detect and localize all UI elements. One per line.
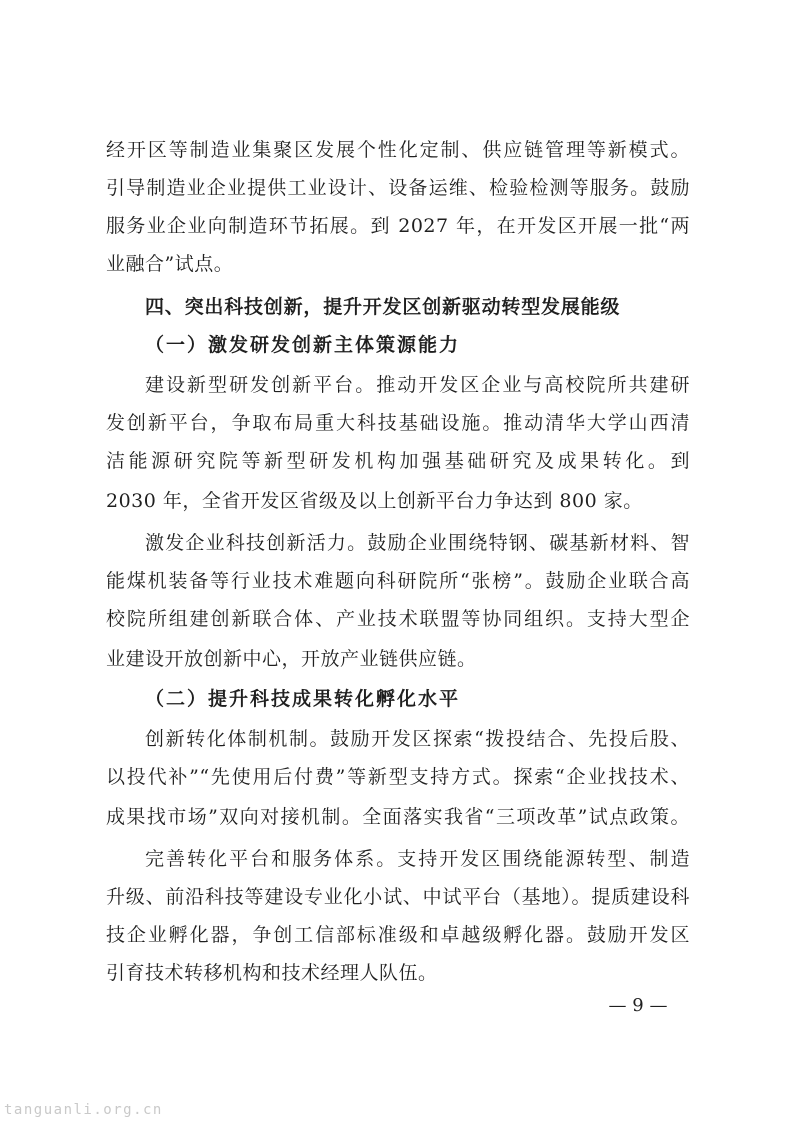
text-line: 业建设开放创新中心，开放产业链供应链。 bbox=[106, 648, 477, 670]
section-heading: 四、突出科技创新，提升开发区创新驱动转型发展能级 bbox=[145, 296, 621, 318]
text-line: 服务业企业向制造环节拓展。到 2027 年，在开发区开展一批“两 bbox=[106, 215, 690, 237]
text-line: 成果找市场”双向对接机制。全面落实我省“三项改革”试点政策。 bbox=[106, 806, 690, 828]
text-line: 校院所组建创新联合体、产业技术联盟等协同组织。支持大型企 bbox=[106, 608, 690, 630]
text-line: 创新转化体制机制。鼓励开发区探索“拨投结合、先投后股、 bbox=[145, 728, 690, 750]
subsection-heading: （一）激发研发创新主体策源能力 bbox=[145, 334, 461, 356]
text-line: 技企业孵化器，争创工信部标准级和卓越级孵化器。鼓励开发区 bbox=[106, 924, 690, 946]
text-line: 引导制造业企业提供工业设计、设备运维、检验检测等服务。鼓励 bbox=[106, 177, 690, 199]
text-line: 升级、前沿科技等建设专业化小试、中试平台（基地）。提质建设科 bbox=[106, 886, 690, 908]
text-line: 激发企业科技创新活力。鼓励企业围绕特钢、碳基新材料、智 bbox=[145, 532, 690, 554]
text-line: 洁能源研究院等新型研发机构加强基础研究及成果转化。到 bbox=[106, 450, 690, 472]
text-line: 建设新型研发创新平台。推动开发区企业与高校院所共建研 bbox=[145, 374, 690, 396]
watermark: tanguanli.org.cn bbox=[4, 1102, 163, 1118]
page-number: — 9 — bbox=[608, 995, 668, 1016]
text-line: 业融合”试点。 bbox=[106, 253, 234, 275]
text-line: 经开区等制造业集聚区发展个性化定制、供应链管理等新模式。 bbox=[106, 139, 690, 161]
text-line: 引育技术转移机构和技术经理人队伍。 bbox=[106, 962, 438, 984]
text-line: 以投代补”“先使用后付费”等新型支持方式。探索“企业找技术、 bbox=[106, 766, 690, 788]
subsection-heading: （二）提升科技成果转化孵化水平 bbox=[145, 688, 461, 710]
text-line: 2030 年，全省开发区省级及以上创新平台力争达到 800 家。 bbox=[106, 490, 643, 512]
text-line: 完善转化平台和服务体系。支持开发区围绕能源转型、制造 bbox=[145, 848, 690, 870]
text-line: 能煤机装备等行业技术难题向科研院所“张榜”。鼓励企业联合高 bbox=[106, 570, 690, 592]
text-line: 发创新平台，争取布局重大科技基础设施。推动清华大学山西清 bbox=[106, 412, 690, 434]
